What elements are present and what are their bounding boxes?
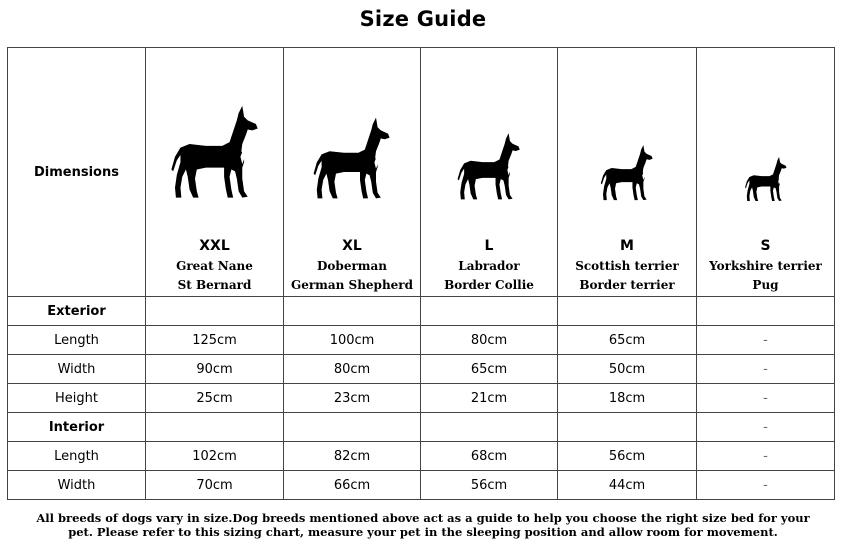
table-cell: 23cm	[284, 384, 421, 413]
table-cell: 66cm	[284, 471, 421, 500]
dog-silhouette-icon	[312, 116, 392, 204]
table-cell: -	[697, 355, 835, 384]
size-column-l	[421, 48, 558, 297]
header-row	[8, 48, 835, 297]
breed-secondary: Border terrier	[579, 278, 675, 292]
table-row	[8, 384, 835, 413]
table-cell: 25cm	[146, 384, 284, 413]
dog-silhouette-icon	[456, 132, 522, 204]
footer-line-1: All breeds of dogs vary in size.Dog breeds mentioned above act as a guide to help you choose the right size bed for your	[36, 511, 810, 525]
table-cell: -	[697, 326, 835, 355]
section-row-interior	[8, 413, 835, 442]
dog-silhouette-icon	[599, 144, 655, 204]
breed-primary: Doberman	[317, 259, 387, 273]
table-cell	[421, 413, 558, 442]
section-label: Interior	[8, 413, 146, 442]
dog-silhouette-icon	[169, 104, 261, 204]
row-label: Width	[8, 471, 146, 500]
size-code: M	[620, 238, 634, 254]
size-code: S	[760, 238, 771, 254]
section-row-exterior	[8, 297, 835, 326]
table-cell	[146, 297, 284, 326]
table-cell: 82cm	[284, 442, 421, 471]
table-row	[8, 326, 835, 355]
size-code: XXL	[199, 238, 230, 254]
table-cell: 68cm	[421, 442, 558, 471]
breed-primary: Scottish terrier	[575, 259, 679, 273]
table-cell: 56cm	[558, 442, 697, 471]
breed-primary: Yorkshire terrier	[709, 259, 822, 273]
table-cell	[558, 297, 697, 326]
table-cell: 44cm	[558, 471, 697, 500]
table-cell: 102cm	[146, 442, 284, 471]
breed-secondary: St Bernard	[177, 278, 252, 292]
breed-secondary: German Shepherd	[290, 278, 414, 292]
table-cell: 65cm	[421, 355, 558, 384]
dimensions-label: Dimensions	[8, 48, 146, 297]
size-column-m	[558, 48, 697, 297]
row-label: Length	[8, 442, 146, 471]
table-cell: 65cm	[558, 326, 697, 355]
table-cell	[146, 413, 284, 442]
row-label: Length	[8, 326, 146, 355]
breed-primary: Labrador	[458, 259, 520, 273]
table-cell: 90cm	[146, 355, 284, 384]
table-cell: -	[697, 413, 835, 442]
size-code: XL	[342, 238, 362, 254]
table-cell: 70cm	[146, 471, 284, 500]
size-column-s	[697, 48, 835, 297]
table-cell: 21cm	[421, 384, 558, 413]
row-label: Height	[8, 384, 146, 413]
breed-secondary: Pug	[752, 278, 779, 292]
size-column-xl	[284, 48, 421, 297]
table-cell: -	[697, 471, 835, 500]
footer-line-2: pet. Please refer to this sizing chart, measure your pet in the sleeping position and allow room for movement.	[68, 525, 778, 539]
row-label: Width	[8, 355, 146, 384]
table-cell	[284, 413, 421, 442]
table-cell: -	[697, 442, 835, 471]
table-cell	[558, 413, 697, 442]
size-guide-table	[7, 47, 835, 500]
table-cell: 56cm	[421, 471, 558, 500]
table-cell: -	[697, 384, 835, 413]
page-title: Size Guide	[359, 7, 487, 31]
table-cell: 100cm	[284, 326, 421, 355]
table-row	[8, 442, 835, 471]
dog-silhouette-icon	[744, 156, 788, 204]
table-cell	[421, 297, 558, 326]
table-cell: 80cm	[284, 355, 421, 384]
table-row	[8, 471, 835, 500]
table-cell: 80cm	[421, 326, 558, 355]
table-cell: 125cm	[146, 326, 284, 355]
size-column-xxl	[146, 48, 284, 297]
table-cell: 50cm	[558, 355, 697, 384]
breed-primary: Great Nane	[176, 259, 253, 273]
footer-note	[0, 511, 846, 539]
table-row	[8, 355, 835, 384]
size-code: L	[484, 238, 494, 254]
table-cell	[284, 297, 421, 326]
table-cell	[697, 297, 835, 326]
table-cell: 18cm	[558, 384, 697, 413]
breed-secondary: Border Collie	[444, 278, 534, 292]
section-label: Exterior	[8, 297, 146, 326]
